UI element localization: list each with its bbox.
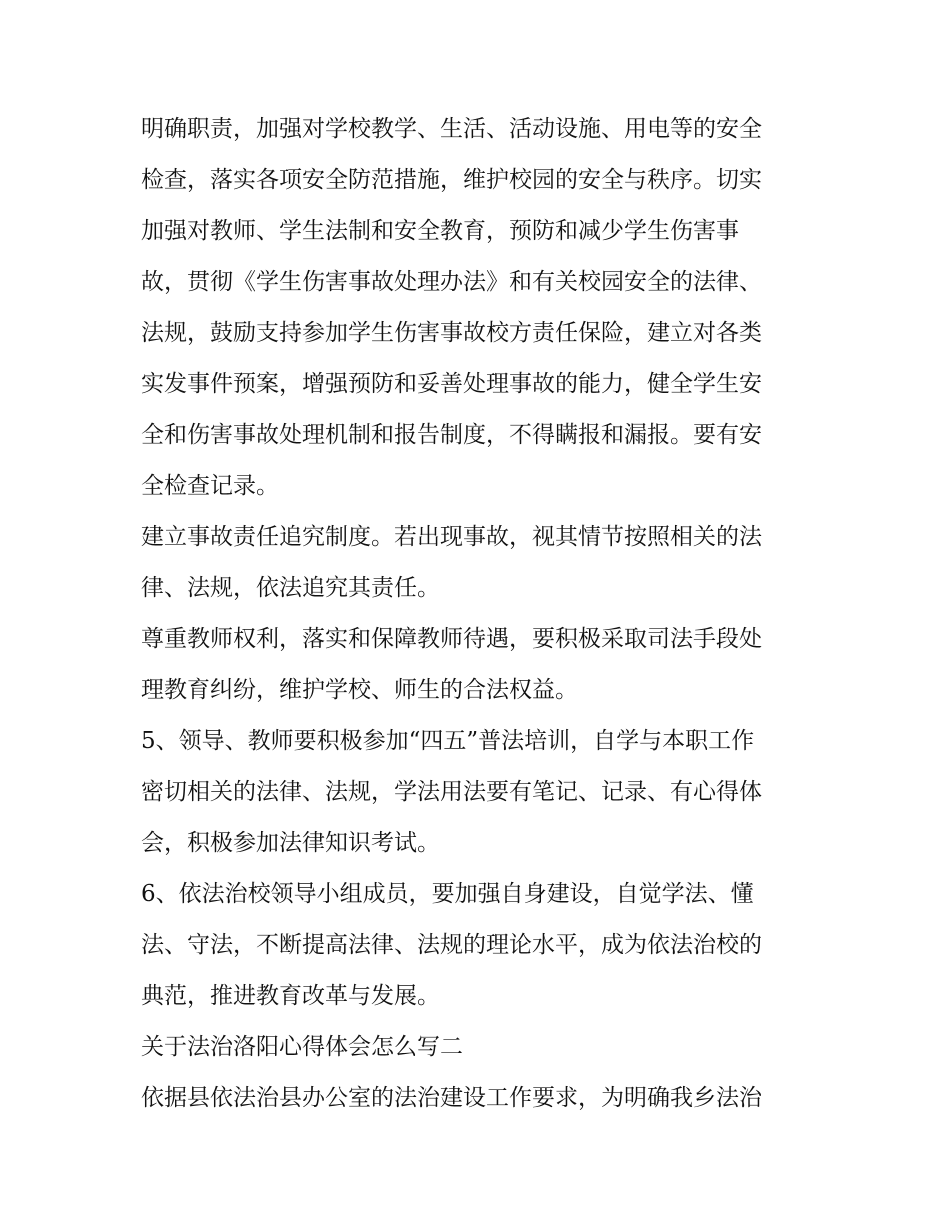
- text-line: [141, 920, 813, 971]
- text-line-content: 全检查记录。: [141, 473, 279, 499]
- text-line-content: 法规，鼓励支持参加学生伤害事故校方责任保险，建立对各类: [141, 320, 762, 346]
- text-line: [141, 155, 813, 206]
- text-line: [141, 206, 813, 257]
- text-line: [141, 869, 813, 920]
- text-line: [141, 359, 813, 410]
- text-line-content: 5、领导、教师要积极参加“四五”普法培训，自学与本职工作: [141, 728, 755, 754]
- text-line: [141, 257, 813, 308]
- text-line: [141, 308, 813, 359]
- text-line-content: 法、守法，不断提高法律、法规的理论水平，成为依法治校的: [141, 932, 762, 958]
- text-line-content: 加强对教师、学生法制和安全教育，预防和减少学生伤害事: [141, 218, 739, 244]
- text-line: [141, 716, 813, 767]
- text-line-content: 律、法规，依法追究其责任。: [141, 575, 440, 601]
- text-line: [141, 614, 813, 665]
- text-line-content: 建立事故责任追究制度。若出现事故，视其情节按照相关的法: [141, 524, 762, 550]
- text-line: [141, 104, 813, 155]
- text-line: [141, 410, 813, 461]
- text-line-content: 理教育纠纷，维护学校、师生的合法权益。: [141, 677, 578, 703]
- document-body: [141, 104, 813, 1124]
- text-line: [141, 665, 813, 716]
- text-line-content: 6、依法治校领导小组成员，要加强自身建设，自觉学法、懂: [141, 881, 754, 907]
- text-line: [141, 461, 813, 512]
- text-line: [141, 1073, 813, 1124]
- text-line-content: 实发事件预案，增强预防和妥善处理事故的能力，健全学生安: [141, 371, 762, 397]
- text-line-content: 密切相关的法律、法规，学法用法要有笔记、记录、有心得体: [141, 779, 762, 805]
- text-line: [141, 767, 813, 818]
- text-line-content: 典范，推进教育改革与发展。: [141, 983, 440, 1009]
- text-line-content: 依据县依法治县办公室的法治建设工作要求，为明确我乡法治: [141, 1085, 762, 1111]
- section-heading: [141, 1022, 813, 1073]
- section-heading-text: 关于法治洛阳心得体会怎么写二: [141, 1034, 463, 1060]
- text-line: [141, 512, 813, 563]
- text-line-content: 会，积极参加法律知识考试。: [141, 830, 440, 856]
- text-line-content: 尊重教师权利，落实和保障教师待遇，要积极采取司法手段处: [141, 626, 762, 652]
- text-line: [141, 818, 813, 869]
- text-line: [141, 563, 813, 614]
- text-line: [141, 971, 813, 1022]
- text-line-content: 全和伤害事故处理机制和报告制度，不得瞒报和漏报。要有安: [141, 422, 762, 448]
- text-line-content: 明确职责，加强对学校教学、生活、活动设施、用电等的安全: [141, 116, 762, 142]
- text-line-content: 故，贯彻《学生伤害事故处理办法》和有关校园安全的法律、: [141, 269, 762, 295]
- text-line-content: 检查，落实各项安全防范措施，维护校园的安全与秩序。切实: [141, 167, 762, 193]
